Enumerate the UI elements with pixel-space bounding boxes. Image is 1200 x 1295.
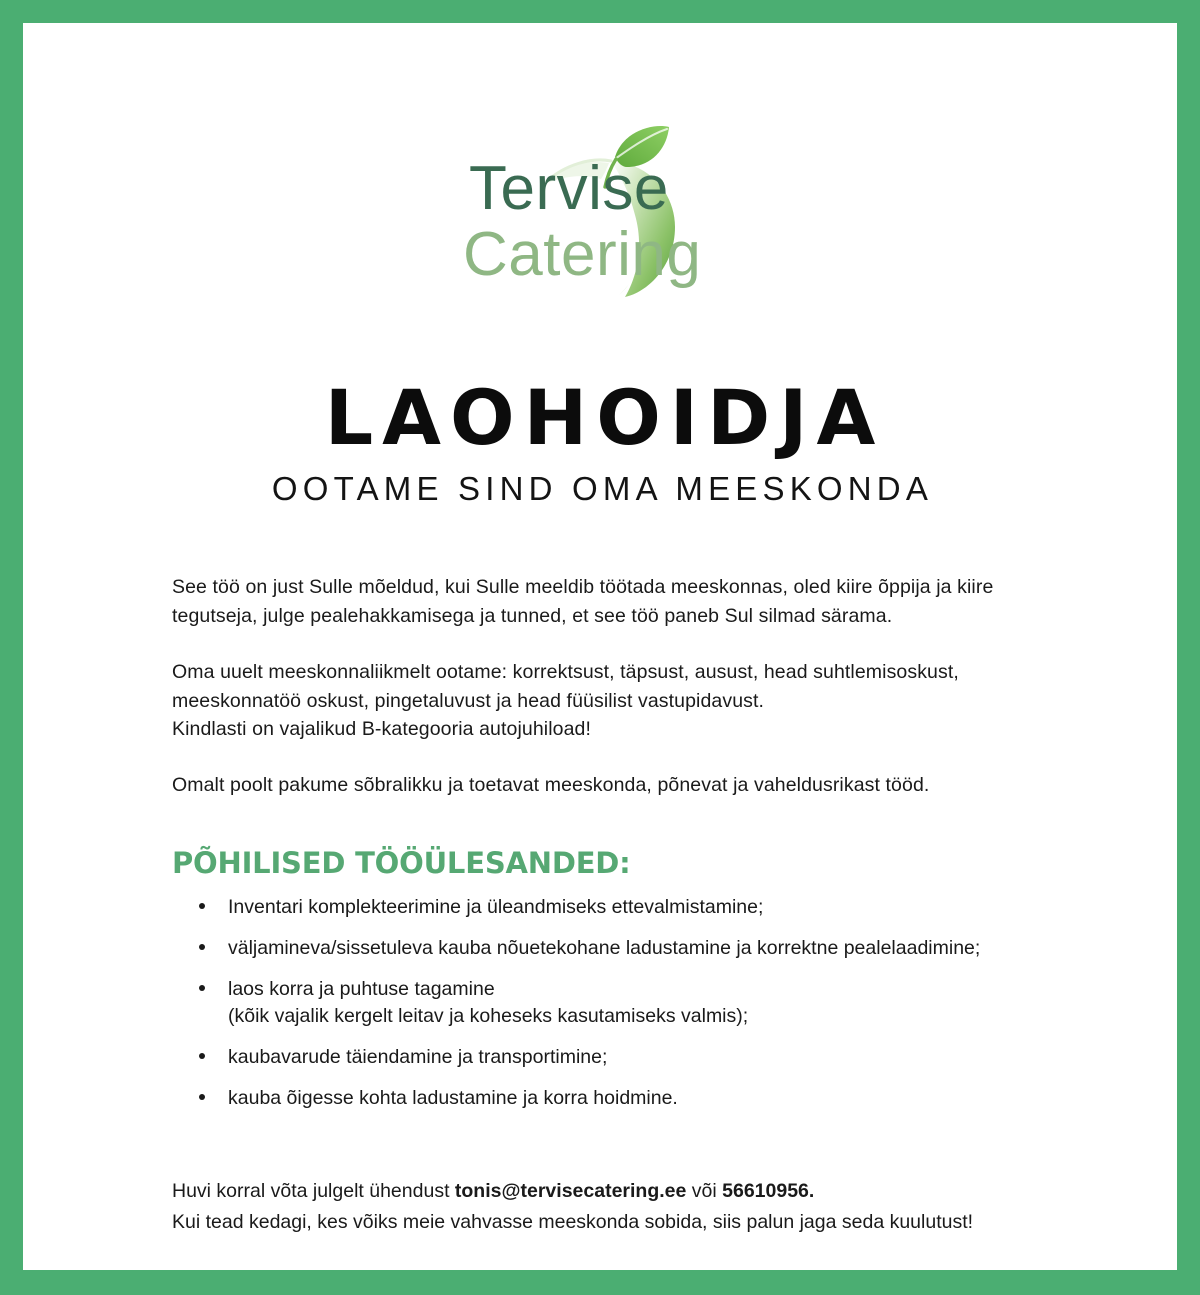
bullet-icon [199,1053,205,1059]
list-item [172,976,1072,1031]
list-item-text: kaubavarude täiendamine ja transportimine; [228,1045,608,1068]
list-item [172,1044,1072,1072]
title-block [23,373,1177,508]
intro-paragraph: See töö on just Sulle mõeldud, kui Sulle meeldib töötada meeskonnas, oled kiire õppija ja kiire tegutseja, julge pealehakkamisega ja tunned, et see töö paneb Sul silmad särama. [172,576,994,627]
tervise-catering-logo [463,123,703,323]
contact-prefix: Huvi korral võta julgelt ühendust [172,1180,455,1203]
contact-conjunction: või [686,1180,723,1203]
page-subtitle: OOTAME SIND OMA MEESKONDA [271,469,934,507]
contact-block [172,1176,1072,1236]
expectations-paragraph [172,658,1072,745]
list-item-text: väljamineva/sissetuleva kauba nõuetekohane ladustamine ja korrektne pealelaadimine; [228,936,981,959]
expectations-line-1: Oma uuelt meeskonnaliikmelt ootame: korrektsust, täpsust, ausust, head suhtlemisoskust, meeskonnatöö oskust, pingetaluvust ja head füüsilist vastupidavust. [172,660,959,712]
logo-text-catering: Catering [463,220,702,289]
list-item-text: laos korra ja puhtuse tagamine [228,977,495,1000]
list-item-text: kauba õigesse kohta ladustamine ja korra hoidmine. [228,1086,678,1109]
list-item-text: Inventari komplekteerimine ja üleandmiseks ettevalmistamine; [228,896,764,919]
job-posting-page [23,23,1177,1270]
list-item [172,1085,1072,1113]
contact-email[interactable]: tonis@tervisecatering.ee [454,1180,687,1203]
logo-block [23,123,1177,333]
contact-line-1 [172,1176,1072,1206]
logo-svg [463,123,703,323]
contact-phone[interactable]: 56610956. [722,1180,815,1203]
contact-line-2: Kui tead kedagi, kes võiks meie vahvasse meeskonda sobida, siis palun jaga seda kuulutust! [172,1210,974,1233]
offer-paragraph: Omalt poolt pakume sõbralikku ja toetavat meeskonda, põnevat ja vaheldusrikast tööd. [172,774,930,797]
list-item [172,935,1072,963]
list-item [172,894,1072,922]
bullet-icon [199,903,205,909]
tasks-heading: PÕHILISED TÖÖÜLESANDED: [172,846,631,881]
list-item-subtext: (kõik vajalik kergelt leitav ja koheseks kasutamiseks valmis); [228,1005,749,1028]
bullet-icon [199,1094,205,1100]
page-title: LAOHOIDJA [324,373,885,462]
logo-text-tervise: Tervise [469,154,669,223]
tasks-list [172,894,1072,1112]
expectations-line-2: Kindlasti on vajalikud B-kategooria autojuhiload! [172,718,591,741]
content-area [172,573,1072,1237]
bullet-icon [199,944,205,950]
bullet-icon [199,985,205,991]
